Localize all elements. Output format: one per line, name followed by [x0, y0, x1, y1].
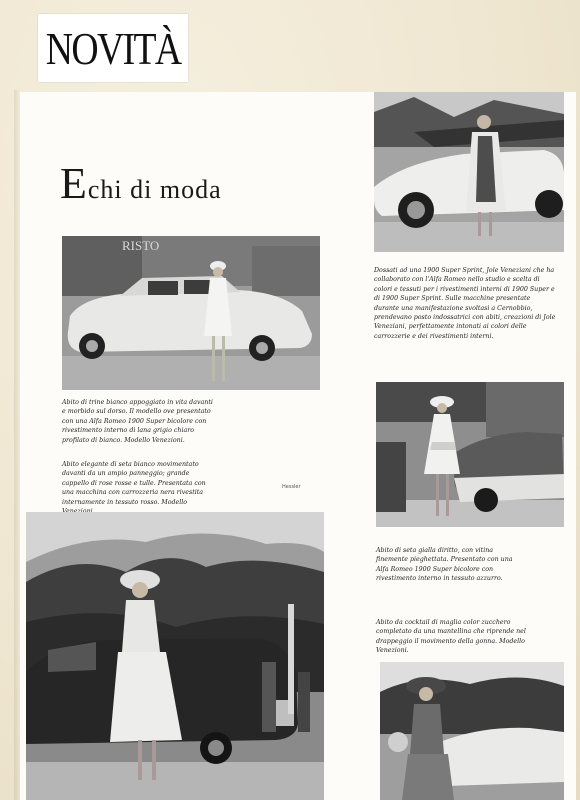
title-rest: chi di moda — [87, 175, 222, 204]
photo-white-car-model-image — [62, 236, 320, 390]
photo-white-car-model — [62, 236, 320, 390]
header-label-text: NOVITÀ — [45, 22, 181, 74]
photo-coat-model-car-image — [374, 92, 564, 252]
caption-white-silk-dress: Abito elegante di seta bianco movimentato davanti da un ampio panneggio; grande cappello di rose rosse e tulle. Presentata con una macchina con carrozzeria nera rivestita internamente in tessuto rosso. Modello — [62, 461, 206, 506]
photo-credit: Hessler — [282, 484, 301, 490]
photo-dark-car-model — [26, 512, 324, 800]
header-label — [38, 14, 188, 82]
photo-cocktail-dress-model-image — [380, 662, 564, 800]
caption-yellow-silk-dress: Abito di seta gialla diritto, con vitina finemente pieghettata. Presentato con una Alfa Romeo 1900 Super bicolore con rivestimento interno in tessuto azzurro. — [376, 547, 513, 583]
caption-veneziani-alfa-romeo: Dossati ad una 1900 Super Sprint, Jole Veneziani che ha collaborato con l'Alfa Romeo nello studio e scelta di colori e tessuti per i rivestimenti interni di 1900 Super e di 1900 Super Sprint. Sulle macchine presentate durante una manifestazione svoltasi a Cernobbio, prendevano posto indossatrici con abiti, creazioni di Jole Veneziani, perfettamente intonati ai colori delle carrozzerie e dei rivestimenti interni. — [374, 267, 556, 340]
photo-dark-car-model-image — [26, 512, 324, 800]
photo-cocktail-dress-model — [380, 662, 564, 800]
svg-text:RISTO: RISTO — [122, 238, 160, 253]
page-title — [60, 158, 222, 209]
caption-cocktail-dress: Abito da cocktail di maglia color zucchero completato da una mantellina che riprende nel drappeggio il movimento della gonna. Modello Venezioni. — [376, 619, 526, 655]
title-initial: E — [60, 159, 88, 208]
photo-striped-dress-car — [376, 382, 564, 527]
caption-white-lace-dress: Abito di trine bianco appoggiato in vita davanti e morbido sul dorso. Il modello ove presentato con una Alfa Romeo 1900 Super bicolore con rivestimento interno di lana grigio chiaro profilato di bianco. Modello Venezioni. — [62, 399, 213, 444]
photo-coat-model-car — [374, 92, 564, 252]
photo-striped-dress-car-image — [376, 382, 564, 527]
